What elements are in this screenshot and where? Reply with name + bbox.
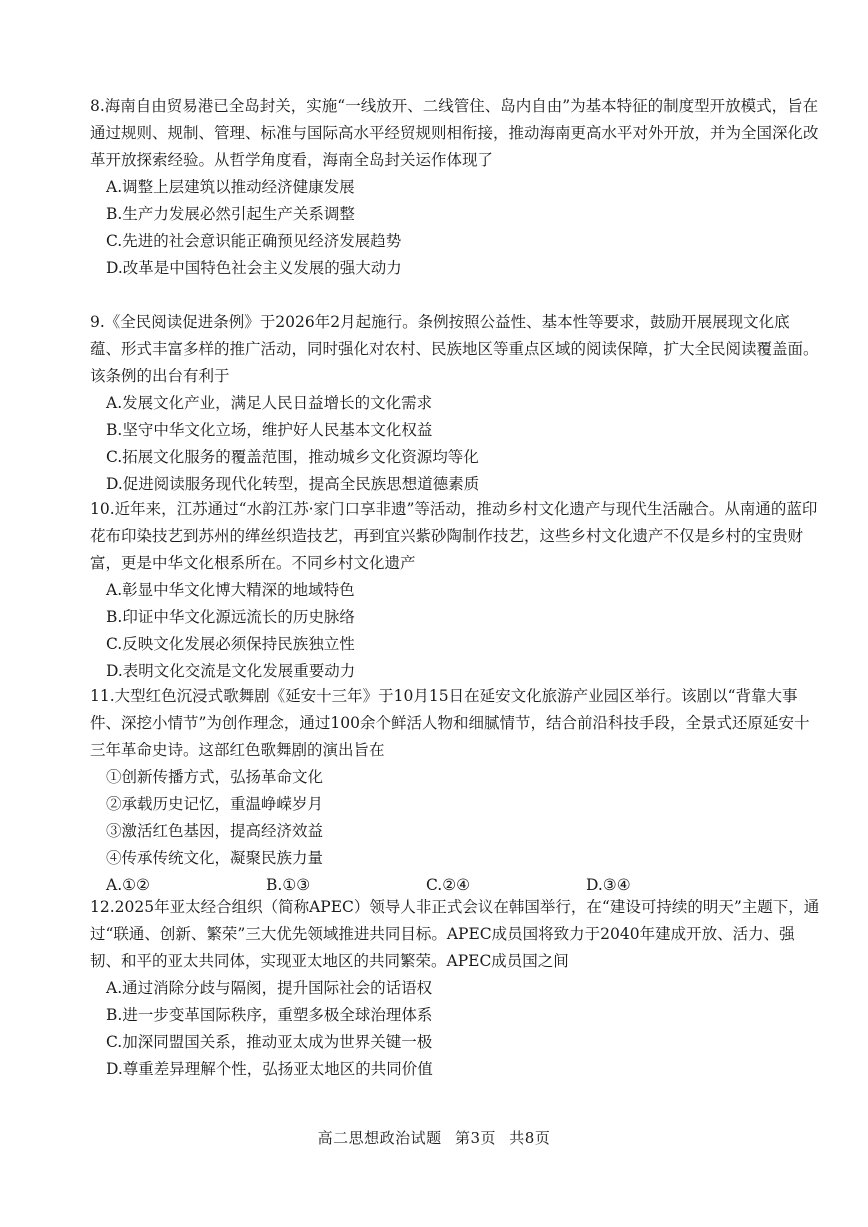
question-12 — [90, 894, 820, 1083]
statement-2: ②承载历史记忆，重温峥嵘岁月 — [106, 795, 324, 813]
option-a: A.①② — [106, 876, 150, 894]
option-c: C.拓展文化服务的覆盖范围，推动城乡文化资源均等化 — [106, 448, 479, 466]
option-b: B.坚守中华文化立场，维护好人民基本文化权益 — [106, 421, 433, 439]
question-8 — [90, 93, 820, 282]
option-b: B.进一步变革国际秩序，重塑多极全球治理体系 — [106, 1006, 433, 1024]
statement-4: ④传承传统文化，凝聚民族力量 — [106, 849, 324, 867]
option-c: C.②④ — [426, 876, 471, 894]
question-9 — [90, 309, 820, 498]
statement-1: ①创新传播方式，弘扬革命文化 — [106, 768, 324, 786]
footer-subject: 高二思想政治试题 — [317, 1129, 442, 1147]
option-b: B.生产力发展必然引起生产关系调整 — [106, 205, 355, 223]
question-stem: 12.2025年亚太经合组织（简称APEC）领导人非正式会议在韩国举行，在“建设可持续的明天”主题下，通过“联通、创新、繁荣”三大优先领域推进共同目标。APEC成员国将致力于2040年建成开放、活力、强韧、和平的亚太共同体，实现亚太地区的共同繁荣。APEC成员国之间 — [90, 898, 820, 970]
option-d: D.改革是中国特色社会主义发展的强大动力 — [106, 259, 402, 277]
option-b: B.印证中华文化源远流长的历史脉络 — [106, 608, 355, 626]
option-d: D.表明文化交流是文化发展重要动力 — [106, 662, 356, 680]
option-a: A.发展文化产业，满足人民日益增长的文化需求 — [106, 394, 433, 412]
question-stem: 11.大型红色沉浸式歌舞剧《延安十三年》于10月15日在延安文化旅游产业园区举行。该剧以“背靠大事件、深挖小情节”为创作理念，通过100余个鲜活人物和细腻情节，结合前沿科技手段，全景式还原延安十三年革命史诗。这部红色歌舞剧的演出旨在 — [90, 687, 810, 759]
option-d: D.③④ — [586, 876, 631, 894]
option-c: C.先进的社会意识能正确预见经济发展趋势 — [106, 232, 402, 250]
page-footer — [0, 1127, 868, 1148]
footer-total-pages: 共8页 — [509, 1129, 551, 1147]
question-stem: 10.近年来，江苏通过“水韵江苏·家门口享非遗”等活动，推动乡村文化遗产与现代生活融合。从南通的蓝印花布印染技艺到苏州的缂丝织造技艺，再到宜兴紫砂陶制作技艺，这些乡村文化遗产不仅是乡村的宝贵财富，更是中华文化根系所在。不同乡村文化遗产 — [90, 500, 818, 572]
question-stem: 9.《全民阅读促进条例》于2026年2月起施行。条例按照公益性、基本性等要求，鼓励开展展现文化底蕴、形式丰富多样的推广活动，同时强化对农村、民族地区等重点区域的阅读保障，扩大全民阅读覆盖面。该条例的出台有利于 — [90, 313, 819, 385]
question-10 — [90, 496, 820, 685]
option-d: D.促进阅读服务现代化转型，提高全民族思想道德素质 — [106, 475, 480, 493]
option-d: D.尊重差异理解个性，弘扬亚太地区的共同价值 — [106, 1060, 433, 1078]
question-stem: 8.海南自由贸易港已全岛封关，实施“一线放开、二线管住、岛内自由”为基本特征的制度型开放模式，旨在通过规则、规制、管理、标准与国际高水平经贸规则相衔接，推动海南更高水平对外开放，并为全国深化改革开放探索经验。从哲学角度看，海南全岛封关运作体现了 — [90, 97, 819, 169]
option-c: C.反映文化发展必须保持民族独立性 — [106, 635, 355, 653]
option-a: A.通过消除分歧与隔阂，提升国际社会的话语权 — [106, 979, 433, 997]
option-c: C.加深同盟国关系，推动亚太成为世界关键一极 — [106, 1033, 433, 1051]
option-a: A.彰显中华文化博大精深的地域特色 — [106, 581, 355, 599]
option-a: A.调整上层建筑以推动经济健康发展 — [106, 178, 355, 196]
option-b: B.①③ — [266, 876, 311, 894]
footer-page-number: 第3页 — [454, 1129, 496, 1147]
question-11 — [90, 683, 820, 899]
statement-3: ③激活红色基因，提高经济效益 — [106, 822, 324, 840]
